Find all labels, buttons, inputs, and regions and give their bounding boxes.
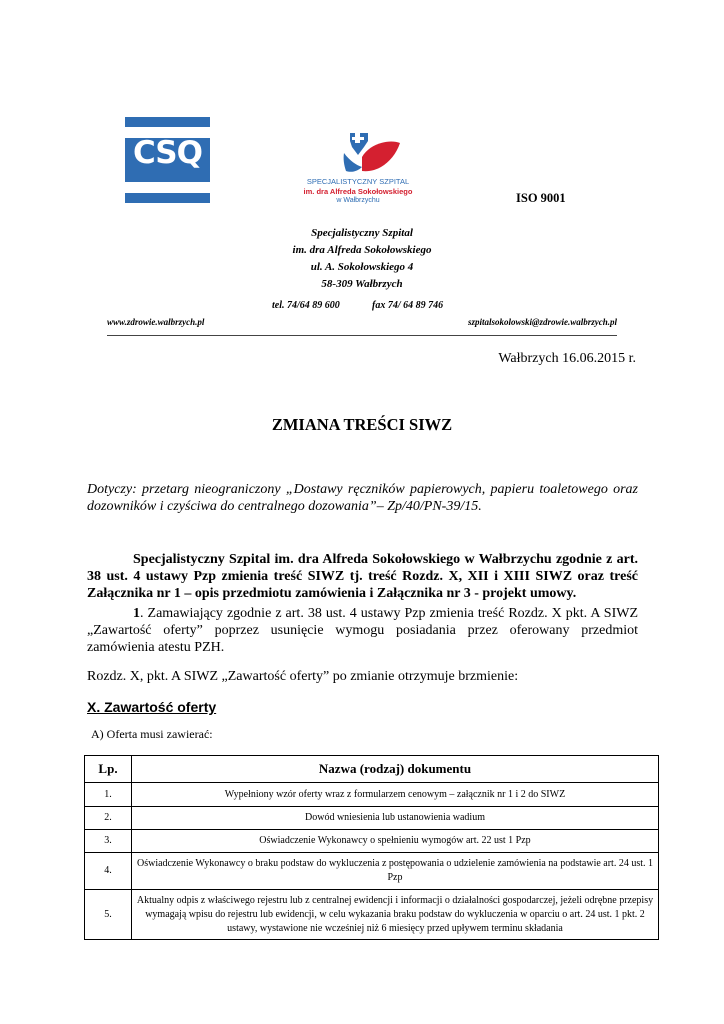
subject-paragraph: Dotyczy: przetarg nieograniczony „Dostawy ręczników papierowych, papieru toaletowego oraz dozowników i czyściwa do centralnego dozowania”– Zp/40/PN-39/15. bbox=[87, 482, 638, 514]
header-divider bbox=[107, 335, 617, 336]
change-note: Rozdz. X, pkt. A SIWZ „Zawartość oferty” po zmianie otrzymuje brzmienie: bbox=[87, 669, 519, 684]
hospital-emblem-icon bbox=[306, 127, 410, 177]
document-name: Oświadczenie Wykonawcy o spełnieniu wymogów art. 22 ust 1 Pzp bbox=[132, 830, 659, 853]
document-title: ZMIANA TREŚCI SIWZ bbox=[271, 415, 453, 434]
column-header-document-name: Nazwa (rodzaj) dokumentu bbox=[132, 756, 659, 783]
table-header-row bbox=[85, 756, 659, 783]
table-row bbox=[85, 783, 659, 807]
table-row bbox=[85, 830, 659, 853]
address-line-1: Specjalistyczny Szpital bbox=[311, 227, 413, 239]
list-lead: A) Oferta musi zawierać: bbox=[91, 727, 213, 741]
iso-certification: ISO 9001 bbox=[516, 191, 566, 205]
phone-number: tel. 74/64 89 600 bbox=[272, 300, 340, 311]
address-line-4: 58-309 Wałbrzych bbox=[321, 278, 403, 290]
document-date: Wałbrzych 16.06.2015 r. bbox=[498, 351, 636, 366]
column-header-lp: Lp. bbox=[85, 756, 132, 783]
address-line-2: im. dra Alfreda Sokołowskiego bbox=[292, 244, 432, 256]
point-1-text: . Zamawiający zgodnie z art. 38 ust. 4 ustawy Pzp zmienia treść Rozdz. X pkt. A SIWZ „Zawartość oferty” poprzez usunięcie wymogu posiadania przez oferowany przedmiot zamówienia atestu PZH. bbox=[87, 606, 638, 655]
table-row bbox=[85, 890, 659, 940]
hospital-logo-line-2: im. dra Alfreda Sokołowskiego bbox=[303, 187, 413, 196]
table-row bbox=[85, 807, 659, 830]
website-link[interactable]: www.zdrowie.walbrzych.pl bbox=[107, 317, 205, 327]
row-number: 4. bbox=[85, 853, 132, 890]
point-1-number: 1 bbox=[133, 606, 140, 621]
row-number: 5. bbox=[85, 890, 132, 940]
row-number: 3. bbox=[85, 830, 132, 853]
hospital-logo-line-3: w Wałbrzychu bbox=[336, 197, 380, 204]
hospital-logo-line-1: SPECJALISTYCZNY SZPITAL bbox=[306, 177, 410, 186]
hospital-logo bbox=[303, 127, 413, 209]
documents-table bbox=[84, 755, 659, 940]
csq-logo-text: CSQ bbox=[132, 135, 202, 171]
address-line-3: ul. A. Sokołowskiego 4 bbox=[310, 261, 414, 273]
document-name: Dowód wniesienia lub ustanowienia wadium bbox=[132, 807, 659, 830]
section-heading: X. Zawartość oferty bbox=[87, 699, 217, 715]
intro-paragraph: Specjalistyczny Szpital im. dra Alfreda Sokołowskiego w Wałbrzychu zgodnie z art. 38 ust. 4 ustawy Pzp zmienia treść SIWZ tj. treść Rozdz. X, XII i XIII SIWZ oraz treść Załącznika nr 1 – opis przedmiotu zamówienia i Załącznika nr 3 - projekt umowy. bbox=[87, 552, 638, 601]
document-name: Wypełniony wzór oferty wraz z formularzem cenowym – załącznik nr 1 i 2 do SIWZ bbox=[132, 783, 659, 807]
row-number: 2. bbox=[85, 807, 132, 830]
fax-number: fax 74/ 64 89 746 bbox=[372, 300, 444, 311]
csq-logo bbox=[125, 117, 210, 203]
email-link[interactable]: szpitalsokolowski@zdrowie.walbrzych.pl bbox=[467, 317, 617, 327]
point-1-paragraph bbox=[87, 605, 638, 656]
table-row bbox=[85, 853, 659, 890]
document-name: Aktualny odpis z właściwego rejestru lub z centralnej ewidencji i informacji o działalności gospodarczej, jeżeli odrębne przepisy wymagają wpisu do rejestru lub ewidencji, w celu wykazania braku podstaw do wykluczenia w oparciu o art. 24 ust. 1 pkt. 2 ustawy, wystawione nie wcześniej niż 6 miesięcy przed upływem terminu składania bbox=[132, 890, 659, 940]
row-number: 1. bbox=[85, 783, 132, 807]
document-name: Oświadczenie Wykonawcy o braku podstaw do wykluczenia z postępowania o udzielenie zamówienia na podstawie art. 24 ust. 1 Pzp bbox=[132, 853, 659, 890]
